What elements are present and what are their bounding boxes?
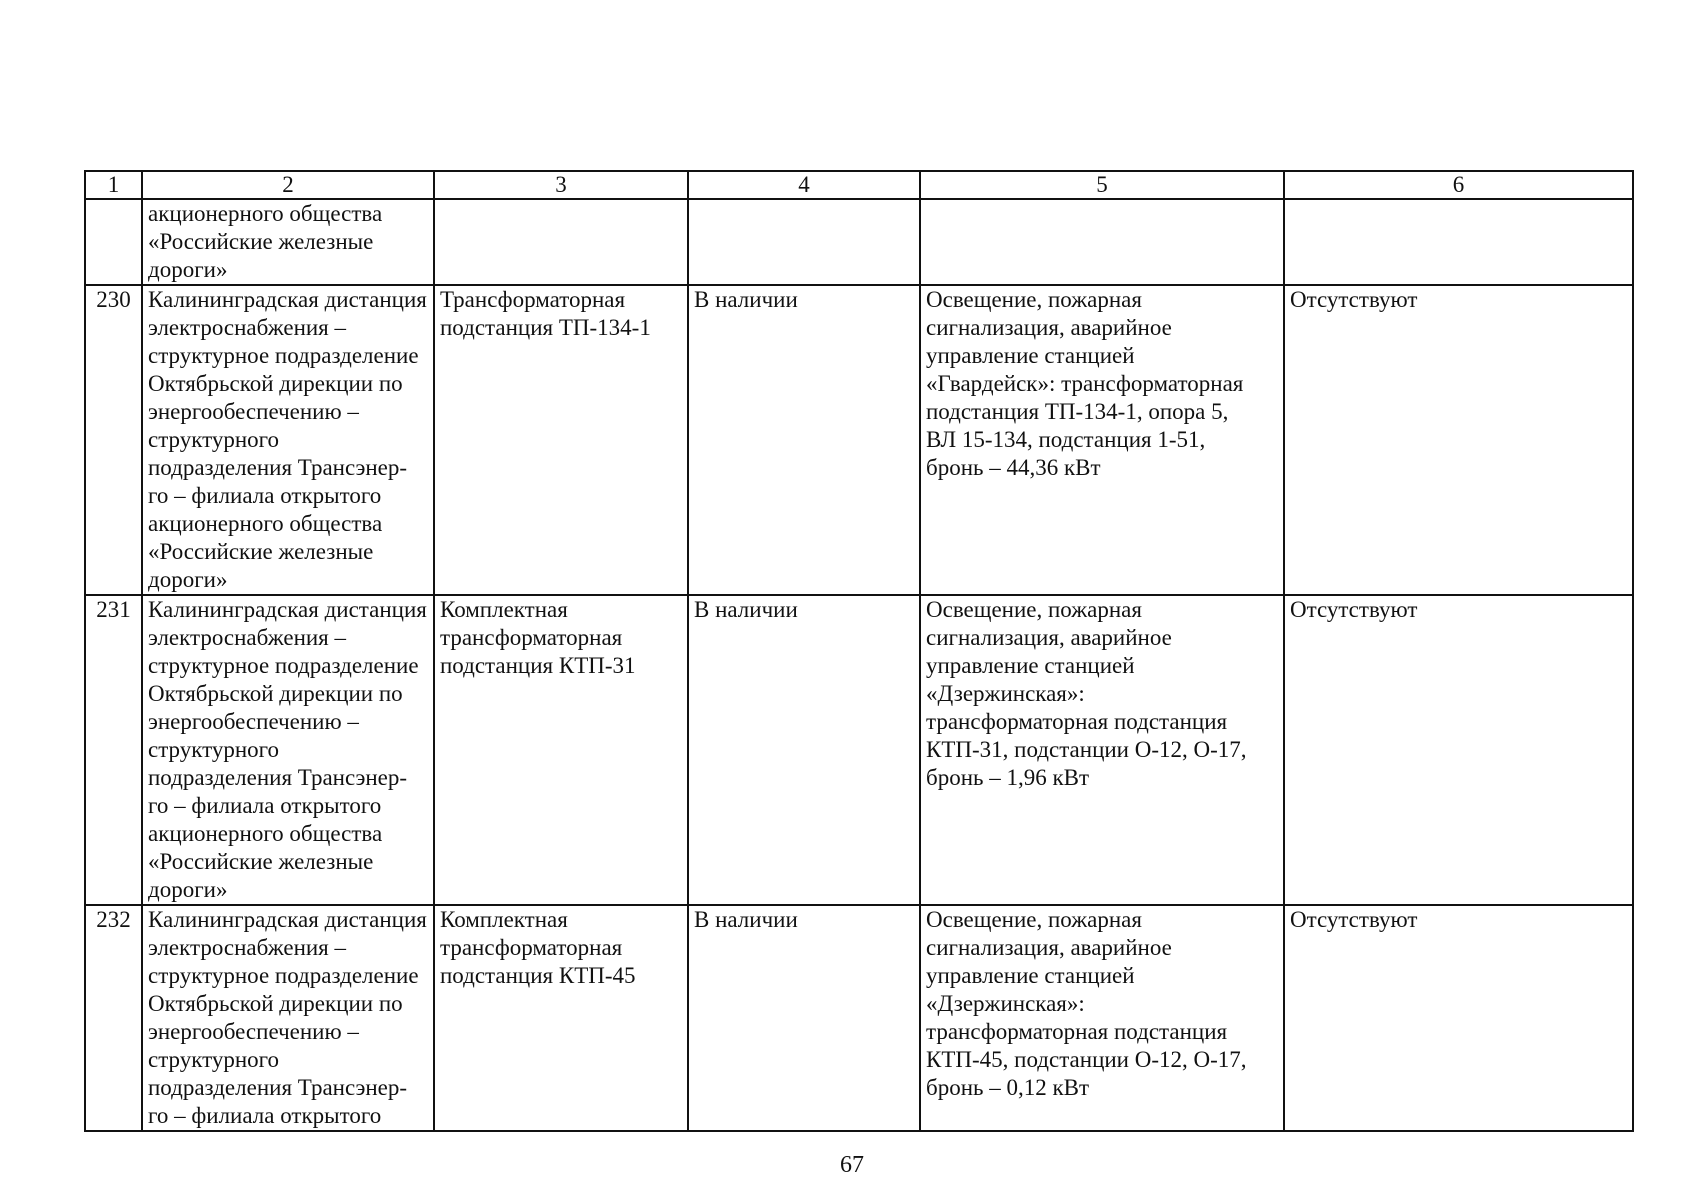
- cell-notes: [1284, 285, 1633, 595]
- table-row: [85, 595, 1633, 905]
- column-number-6: 6: [1284, 171, 1633, 199]
- text-line: подстанция ТП-134-1, опора 5,: [926, 399, 1229, 424]
- text-line: В наличии: [694, 597, 798, 622]
- column-number-2: 2: [142, 171, 434, 199]
- text-line: энергообеспечению –: [148, 399, 359, 424]
- text-line: электроснабжения –: [148, 935, 347, 960]
- cell-object: [434, 595, 688, 905]
- text-line: ВЛ 15-134, подстанция 1-51,: [926, 427, 1206, 452]
- page-number: 67: [840, 1152, 864, 1178]
- text-line: Октябрьской дирекции по: [148, 371, 403, 396]
- text-line: акционерного общества: [148, 511, 383, 536]
- cell-availability: [688, 595, 920, 905]
- text-line: «Гвардейск»: трансформаторная: [926, 371, 1244, 396]
- text-line: дороги»: [148, 877, 228, 902]
- cell-description: [920, 199, 1284, 285]
- cell-notes: [1284, 595, 1633, 905]
- text-line: Освещение, пожарная: [926, 907, 1142, 932]
- cell-availability: [688, 285, 920, 595]
- text-line: бронь – 1,96 кВт: [926, 765, 1090, 790]
- cell-number: 231: [85, 595, 142, 905]
- text-line: энергообеспечению –: [148, 709, 359, 734]
- text-line: бронь – 0,12 кВт: [926, 1075, 1090, 1100]
- text-line: дороги»: [148, 567, 228, 592]
- text-line: сигнализация, аварийное: [926, 625, 1172, 650]
- cell-owner: [142, 595, 434, 905]
- text-line: Калининградская дистанция: [148, 907, 427, 932]
- text-line: Калининградская дистанция: [148, 597, 427, 622]
- cell-owner: [142, 199, 434, 285]
- text-line: Комплектная: [440, 597, 568, 622]
- cell-number: [85, 199, 142, 285]
- cell-object: [434, 199, 688, 285]
- text-line: В наличии: [694, 907, 798, 932]
- text-line: Отсутствуют: [1290, 597, 1418, 622]
- text-line: подразделения Трансэнер-: [148, 765, 407, 790]
- text-line: трансформаторная подстанция: [926, 1019, 1228, 1044]
- text-line: го – филиала открытого: [148, 1103, 382, 1128]
- table-row: [85, 905, 1633, 1131]
- text-line: «Дзержинская»:: [926, 991, 1085, 1016]
- text-line: сигнализация, аварийное: [926, 315, 1172, 340]
- cell-availability: [688, 199, 920, 285]
- text-line: Калининградская дистанция: [148, 287, 427, 312]
- text-line: Освещение, пожарная: [926, 597, 1142, 622]
- text-line: Отсутствуют: [1290, 287, 1418, 312]
- column-number-1: 1: [85, 171, 142, 199]
- text-line: трансформаторная: [440, 935, 623, 960]
- column-number-3: 3: [434, 171, 688, 199]
- text-line: структурное подразделение: [148, 653, 419, 678]
- text-line: Комплектная: [440, 907, 568, 932]
- text-line: «Российские железные: [148, 849, 374, 874]
- text-line: структурное подразделение: [148, 963, 419, 988]
- cell-number: 232: [85, 905, 142, 1131]
- text-line: управление станцией: [926, 963, 1135, 988]
- text-line: электроснабжения –: [148, 315, 347, 340]
- text-line: Трансформаторная: [440, 287, 626, 312]
- table-row: [85, 285, 1633, 595]
- text-line: В наличии: [694, 287, 798, 312]
- text-line: Октябрьской дирекции по: [148, 681, 403, 706]
- cell-description: [920, 905, 1284, 1131]
- cell-object: [434, 905, 688, 1131]
- text-line: трансформаторная: [440, 625, 623, 650]
- text-line: сигнализация, аварийное: [926, 935, 1172, 960]
- text-line: подстанция ТП-134-1: [440, 315, 651, 340]
- cell-notes: [1284, 905, 1633, 1131]
- cell-notes: [1284, 199, 1633, 285]
- text-line: го – филиала открытого: [148, 793, 382, 818]
- column-number-4: 4: [688, 171, 920, 199]
- text-line: Отсутствуют: [1290, 907, 1418, 932]
- text-line: управление станцией: [926, 343, 1135, 368]
- text-line: «Российские железные: [148, 229, 374, 254]
- text-line: электроснабжения –: [148, 625, 347, 650]
- text-line: подразделения Трансэнер-: [148, 1075, 407, 1100]
- text-line: трансформаторная подстанция: [926, 709, 1228, 734]
- text-line: структурное подразделение: [148, 343, 419, 368]
- cell-object: [434, 285, 688, 595]
- cell-owner: [142, 905, 434, 1131]
- text-line: энергообеспечению –: [148, 1019, 359, 1044]
- cell-owner: [142, 285, 434, 595]
- text-line: структурного: [148, 1047, 280, 1072]
- text-line: Октябрьской дирекции по: [148, 991, 403, 1016]
- text-line: структурного: [148, 737, 280, 762]
- table-header-row: [85, 171, 1633, 199]
- cell-number: 230: [85, 285, 142, 595]
- cell-description: [920, 285, 1284, 595]
- text-line: го – филиала открытого: [148, 483, 382, 508]
- document-table: [84, 170, 1634, 1132]
- text-line: дороги»: [148, 257, 228, 282]
- text-line: подразделения Трансэнер-: [148, 455, 407, 480]
- text-line: акционерного общества: [148, 201, 383, 226]
- text-line: управление станцией: [926, 653, 1135, 678]
- table-row-continuation: [85, 199, 1633, 285]
- text-line: «Российские железные: [148, 539, 374, 564]
- cell-description: [920, 595, 1284, 905]
- text-line: «Дзержинская»:: [926, 681, 1085, 706]
- column-number-5: 5: [920, 171, 1284, 199]
- text-line: подстанция КТП-45: [440, 963, 636, 988]
- text-line: КТП-31, подстанции О-12, О-17,: [926, 737, 1247, 762]
- text-line: акционерного общества: [148, 821, 383, 846]
- text-line: структурного: [148, 427, 280, 452]
- text-line: Освещение, пожарная: [926, 287, 1142, 312]
- text-line: бронь – 44,36 кВт: [926, 455, 1101, 480]
- text-line: КТП-45, подстанции О-12, О-17,: [926, 1047, 1247, 1072]
- cell-availability: [688, 905, 920, 1131]
- text-line: подстанция КТП-31: [440, 653, 636, 678]
